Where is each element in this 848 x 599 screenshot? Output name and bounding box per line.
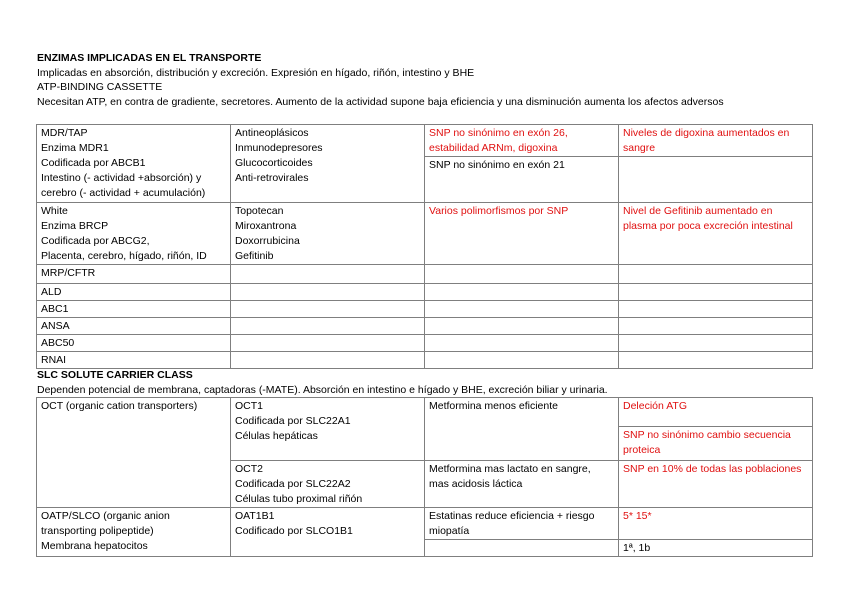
section-description-slc: Dependen potencial de membrana, captadoras (-MATE). Absorción en intestino e hígado y BHE, excreción biliar y urinaria. (37, 384, 608, 396)
table-cell (425, 318, 619, 335)
table-cell: SNP no sinónimo en exón 26, estabilidad ARNm, digoxina (425, 125, 619, 157)
table-cell: SNP no sinónimo cambio secuencia proteica (619, 427, 813, 461)
table-cell: OAT1B1 Codificado por SLCO1B1 (231, 508, 425, 557)
table-cell (231, 284, 425, 301)
table-cell (425, 265, 619, 284)
table-cell (619, 352, 813, 369)
table-row (37, 352, 813, 369)
table-cell: ABC1 (37, 301, 231, 318)
table-cell: 1ª, 1b (619, 540, 813, 557)
table-cell (231, 352, 425, 369)
table-cell (619, 265, 813, 284)
table-cell: Deleción ATG (619, 398, 813, 427)
table-cell: ABC50 (37, 335, 231, 352)
table-row (37, 203, 813, 265)
abc-transporters-table (36, 124, 813, 369)
table-cell: Estatinas reduce eficiencia + riesgo miopatía (425, 508, 619, 540)
table-cell: OCT2 Codificada por SLC22A2 Células tubo proximal riñón (231, 461, 425, 508)
table-cell: Niveles de digoxina aumentados en sangre (619, 125, 813, 157)
table-cell (619, 157, 813, 203)
table-cell: Varios polimorfismos por SNP (425, 203, 619, 265)
table-cell (231, 318, 425, 335)
table-cell: ALD (37, 284, 231, 301)
table-cell: Metformina menos eficiente (425, 398, 619, 461)
table-row (37, 335, 813, 352)
table-cell (231, 301, 425, 318)
section-title-transport: ENZIMAS IMPLICADAS EN EL TRANSPORTE (37, 52, 262, 64)
section-title-slc: SLC SOLUTE CARRIER CLASS (37, 369, 193, 381)
table-cell: 5* 15* (619, 508, 813, 540)
table-cell (425, 301, 619, 318)
table-row (37, 125, 813, 157)
table-row (37, 284, 813, 301)
table-cell: White Enzima BRCP Codificada por ABCG2, Placenta, cerebro, hígado, riñón, ID (37, 203, 231, 265)
table-cell: MDR/TAP Enzima MDR1 Codificada por ABCB1 Intestino (- actividad +absorción) y cerebro (- actividad + acumulación) (37, 125, 231, 203)
table-cell: SNP en 10% de todas las poblaciones (619, 461, 813, 508)
table-cell: ANSA (37, 318, 231, 335)
table-cell (425, 352, 619, 369)
table-cell: MRP/CFTR (37, 265, 231, 284)
table-cell (425, 284, 619, 301)
table-cell (231, 335, 425, 352)
table-row (37, 301, 813, 318)
table-cell: RNAI (37, 352, 231, 369)
table-cell: OCT (organic cation transporters) (37, 398, 231, 508)
table-row (37, 398, 813, 427)
table-cell (619, 318, 813, 335)
table-cell: SNP no sinónimo en exón 21 (425, 157, 619, 203)
table-cell (425, 335, 619, 352)
section-description: Necesitan ATP, en contra de gradiente, secretores. Aumento de la actividad supone baja eficiencia y una disminución aumenta los afectos adversos (37, 96, 724, 108)
table-cell: Topotecan Miroxantrona Doxorrubicina Gefitinib (231, 203, 425, 265)
table-cell (425, 540, 619, 557)
table-cell: OCT1 Codificada por SLC22A1 Células hepáticas (231, 398, 425, 461)
table-cell (231, 265, 425, 284)
table-row (37, 318, 813, 335)
section-intro-line: Implicadas en absorción, distribución y excreción. Expresión en hígado, riñón, intestino y BHE (37, 67, 475, 79)
table-cell: Nivel de Gefitinib aumentado en plasma por poca excreción intestinal (619, 203, 813, 265)
table-cell: Antineoplásicos Inmunodepresores Glucocorticoides Anti-retrovirales (231, 125, 425, 203)
slc-transporters-table (36, 397, 813, 557)
table-cell: OATP/SLCO (organic anion transporting polipeptide) Membrana hepatocitos (37, 508, 231, 557)
table-row (37, 508, 813, 540)
table-cell (619, 301, 813, 318)
table-cell (619, 335, 813, 352)
table-cell: Metformina mas lactato en sangre, mas acidosis láctica (425, 461, 619, 508)
table-cell (619, 284, 813, 301)
subsection-title-abc: ATP-BINDING CASSETTE (37, 81, 163, 93)
table-row (37, 265, 813, 284)
